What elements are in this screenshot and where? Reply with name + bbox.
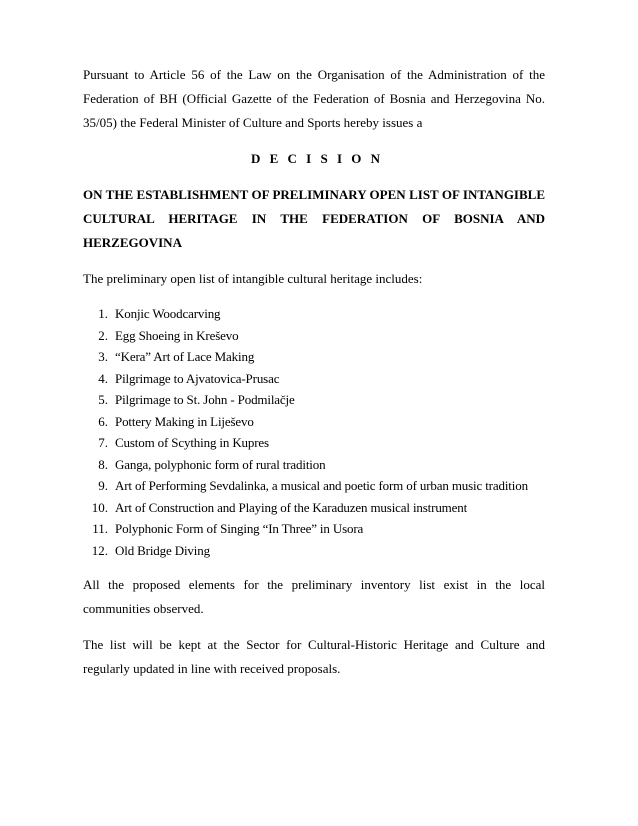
heritage-list	[83, 303, 545, 561]
list-item-number: 4.	[98, 370, 108, 386]
list-item	[83, 475, 545, 497]
list-item-number: 7.	[98, 435, 108, 450]
list-item-number: 1.	[98, 306, 108, 321]
list-item	[83, 540, 545, 562]
list-item	[83, 411, 545, 433]
list-item	[83, 346, 545, 368]
list-item-text: Old Bridge Diving	[115, 542, 210, 558]
list-item	[83, 368, 545, 390]
list-item-text: Art of Construction and Playing of the Karaduzen musical instrument	[115, 499, 468, 515]
list-item-text: Pottery Making in Liješevo	[115, 413, 254, 429]
list-item-number: 3.	[98, 349, 108, 364]
list-item	[83, 497, 545, 519]
closing-paragraph-list-storage: The list will be kept at the Sector for Cultural-Historic Heritage and Culture and regularly updated in line with received proposals.	[83, 637, 545, 676]
list-item-text: Custom of Scything in Kupres	[115, 435, 269, 450]
list-item-number: 8.	[98, 456, 108, 472]
list-item-number: 12.	[91, 542, 108, 558]
list-item-text: Pilgrimage to St. John - Podmilačje	[115, 392, 295, 407]
list-item-text: “Kera” Art of Lace Making	[115, 349, 255, 364]
list-item-number: 5.	[98, 392, 108, 407]
list-intro: The preliminary open list of intangible cultural heritage includes:	[83, 271, 423, 286]
list-item	[83, 518, 545, 540]
list-item	[83, 432, 545, 454]
closing-paragraph-elements: All the proposed elements for the preliminary inventory list exist in the local communities observed.	[83, 577, 545, 616]
list-item	[83, 325, 545, 347]
list-item-text: Egg Shoeing in Kreševo	[115, 327, 239, 343]
list-item	[83, 454, 545, 476]
list-item-number: 10.	[91, 499, 108, 515]
intro-paragraph: Pursuant to Article 56 of the Law on the Organisation of the Administration of the Federation of BH (Official Gazette of the Federation of Bosnia and Herzegovina No. 35/05) the Federal Minister of Culture and Sports hereby issues a	[83, 67, 545, 130]
list-item-number: 11.	[92, 521, 108, 536]
document-page	[83, 63, 545, 681]
list-item	[83, 389, 545, 411]
decision-subject: ON THE ESTABLISHMENT OF PRELIMINARY OPEN LIST OF INTANGIBLE CULTURAL HERITAGE IN THE FEDERATION OF BOSNIA AND HERZEGOVINA	[83, 187, 545, 250]
list-item-number: 9.	[98, 478, 108, 493]
list-item-text: Konjic Woodcarving	[115, 306, 221, 321]
list-item	[83, 303, 545, 325]
list-item-number: 2.	[98, 327, 108, 343]
list-item-text: Art of Performing Sevdalinka, a musical and poetic form of urban music tradition	[115, 478, 528, 493]
list-item-text: Polyphonic Form of Singing “In Three” in Usora	[115, 521, 364, 536]
list-item-number: 6.	[98, 413, 108, 429]
decision-heading: D E C I S I O N	[250, 151, 384, 166]
list-item-text: Ganga, polyphonic form of rural tradition	[115, 456, 326, 472]
list-item-text: Pilgrimage to Ajvatovica-Prusac	[115, 370, 280, 386]
